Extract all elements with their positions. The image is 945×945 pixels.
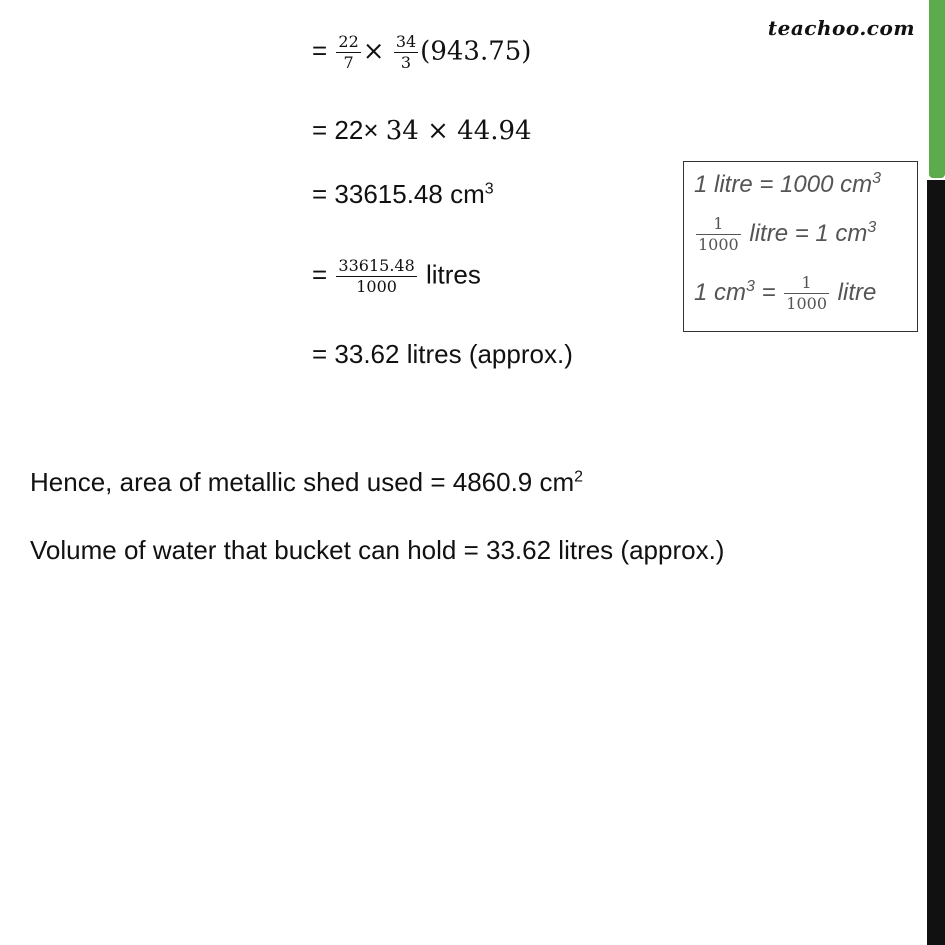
calc-line-4 [312, 256, 481, 297]
fraction-numerator: 1 [696, 214, 741, 235]
cube-superscript: 3 [867, 218, 877, 236]
volume-result: Volume of water that bucket can hold = 33.62 litres (approx.) [30, 535, 725, 565]
calc-line-1 [312, 32, 531, 73]
equals-sign: = [312, 259, 328, 290]
calc-line-3 [312, 178, 494, 210]
note-row-2 [694, 214, 876, 255]
area-result: Hence, area of metallic shed used = 4860.9 cm [30, 467, 575, 497]
note-text: 1 cm [694, 278, 747, 306]
square-superscript: 2 [574, 468, 584, 486]
fraction-numerator: 22 [338, 32, 359, 51]
conversion-note-box [683, 161, 918, 332]
volume-cm3: = 33615.48 cm [312, 179, 485, 209]
fraction-numerator: 1 [784, 273, 829, 294]
cube-superscript: 3 [872, 170, 881, 187]
fraction-litres [336, 256, 416, 297]
paren-value: (943.75) [420, 36, 532, 67]
conclusion-volume [30, 534, 724, 566]
product-start: = 22× [312, 115, 379, 145]
fraction-1-1000 [696, 214, 741, 255]
calc-line-5 [312, 338, 573, 370]
note-row-3 [694, 273, 876, 314]
conclusion-area [30, 466, 583, 498]
fraction-numerator: 34 [395, 32, 417, 51]
fraction-denominator: 1000 [786, 294, 827, 313]
cube-superscript: 3 [746, 277, 755, 295]
equals-sign: = [761, 278, 776, 306]
fraction-denominator: 1000 [698, 235, 739, 254]
calc-line-2 [312, 114, 532, 147]
equals-sign: = [312, 35, 328, 66]
note-text: 1 litre = 1000 cm [694, 171, 873, 198]
times-sign: × [362, 36, 385, 67]
fraction-denominator: 3 [400, 53, 412, 72]
fraction-1-1000 [784, 273, 829, 314]
note-row-1 [694, 170, 881, 200]
fraction-34-3 [394, 32, 418, 73]
fraction-22-7 [336, 32, 360, 73]
note-text: litre [837, 278, 877, 306]
cube-superscript: 3 [484, 180, 494, 198]
teachoo-logo: teachoo.com [767, 16, 915, 40]
fraction-denominator: 7 [343, 53, 354, 72]
litres-unit: litres [426, 259, 481, 290]
fraction-denominator: 1000 [356, 277, 397, 296]
fraction-numerator: 33615.48 [338, 256, 415, 275]
volume-litres: = 33.62 litres (approx.) [312, 339, 573, 369]
product-rest: 34 × 44.94 [385, 116, 532, 146]
note-text: litre = 1 cm [749, 219, 868, 247]
progress-indicator [929, 0, 945, 178]
